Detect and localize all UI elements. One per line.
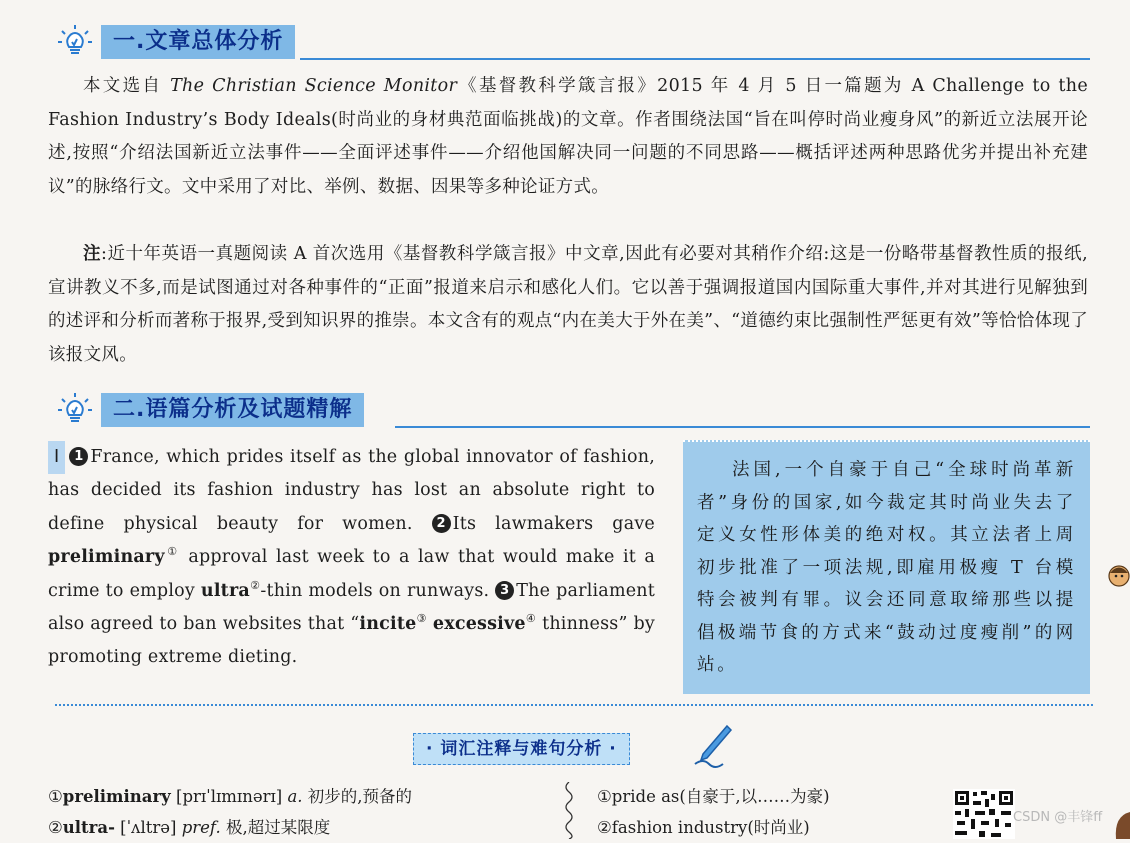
source-title: The Christian Science Monitor — [170, 76, 458, 96]
phrase-item: ②fashion industry(时尚业) — [597, 818, 810, 837]
sentence-number-2: 2 — [432, 514, 451, 533]
watermark-text: CSDN @丰锋ff — [1013, 810, 1103, 825]
translation-box — [683, 440, 1090, 694]
sentence-number-3: 3 — [495, 581, 514, 600]
sentence-number-1: 1 — [69, 447, 88, 466]
paragraph-mark: Ⅰ — [48, 441, 65, 474]
vocab-item: ②ultra- [ˈʌltrə] pref. 极,超过某限度 — [48, 818, 331, 837]
keyword-incite: incite — [359, 614, 417, 635]
keyword-preliminary: preliminary — [48, 547, 165, 568]
section-2-title: 二.语篇分析及试题精解 — [101, 393, 364, 427]
translation-text: 法国,一个自豪于自己“全球时尚革新者”身份的国家,如今裁定其时尚业失去了定义女性形体美的绝对权。其立法者上周初步批准了一项法规,即雇用极瘦 T 台模特会被判有罪。议会还同意取缔那些以提倡极端节食的方式来“鼓动过度瘦削”的网站。 — [697, 460, 1076, 675]
vocab-list-left — [48, 781, 412, 843]
lightbulb-icon — [55, 22, 95, 62]
corner-arc-icon — [1114, 812, 1130, 839]
section-2-header — [55, 390, 364, 430]
keyword-excessive: excessive — [432, 614, 526, 635]
cartoon-face-icon — [1108, 563, 1130, 589]
english-passage: Ⅰ 1 France, which prides itself as the global innovator of fashion, has decided its fashion industry has lost an absolute right to define physical beauty for women. 2 Its lawmakers gave preliminary① approval last week to a law that would make it a crime to employ ultra②-thin models on runways. 3 The parliament also agreed to ban websites that “incite③ excessive④ thinness” by promoting extreme dieting. — [48, 441, 655, 675]
dotted-divider — [55, 704, 1093, 706]
pen-icon — [693, 724, 733, 770]
qr-code-icon — [953, 789, 1015, 839]
vocab-section-title: · 词汇注释与难句分析 · — [413, 733, 630, 765]
vocab-item: ①preliminary [prɪˈlɪmɪnərɪ] a. 初步的,预备的 — [48, 787, 413, 806]
lightbulb-icon — [55, 390, 95, 430]
section-1-rule — [300, 58, 1090, 60]
note-label: 注 — [83, 244, 102, 264]
phrase-item: ①pride as(自豪于,以……为豪) — [597, 787, 830, 806]
section-1-title: 一.文章总体分析 — [101, 25, 295, 59]
vocab-list-right — [597, 781, 830, 843]
section-2-rule — [395, 426, 1090, 428]
paragraph-intro: 本文选自 The Christian Science Monitor《基督教科学箴言报》2015 年 4 月 5 日一篇题为 A Challenge to the Fashion Industry’s Body Ideals(时尚业的身材典范面临挑战)的文章。作者围绕法国“旨在叫停时尚业瘦身风”的新近立法展开论述,按照“介绍法国新近立法事件——全面评述事件——介绍他国解决同一问题的不同思路——概括评述两种思路优劣并提出补充建议”的脉络行文。文中采用了对比、举例、数据、因果等多种论证方式。 — [48, 76, 1088, 197]
section-1-header — [55, 22, 295, 62]
keyword-ultra: ultra — [200, 580, 250, 601]
squiggle-divider — [562, 782, 576, 839]
paragraph-note: 注:近十年英语一真题阅读 A 首次选用《基督教科学箴言报》中文章,因此有必要对其稍作介绍:这是一份略带基督教性质的报纸,宣讲教义不多,而是试图通过对各种事件的“正面”报道来启示和感化人们。它以善于强调报道国内国际重大事件,并对其进行见解独到的述评和分析而著称于报界,受到知识界的推崇。本文含有的观点“内在美大于外在美”、“道德约束比强制性严惩更有效”等恰恰体现了该报文风。 — [48, 244, 1088, 365]
